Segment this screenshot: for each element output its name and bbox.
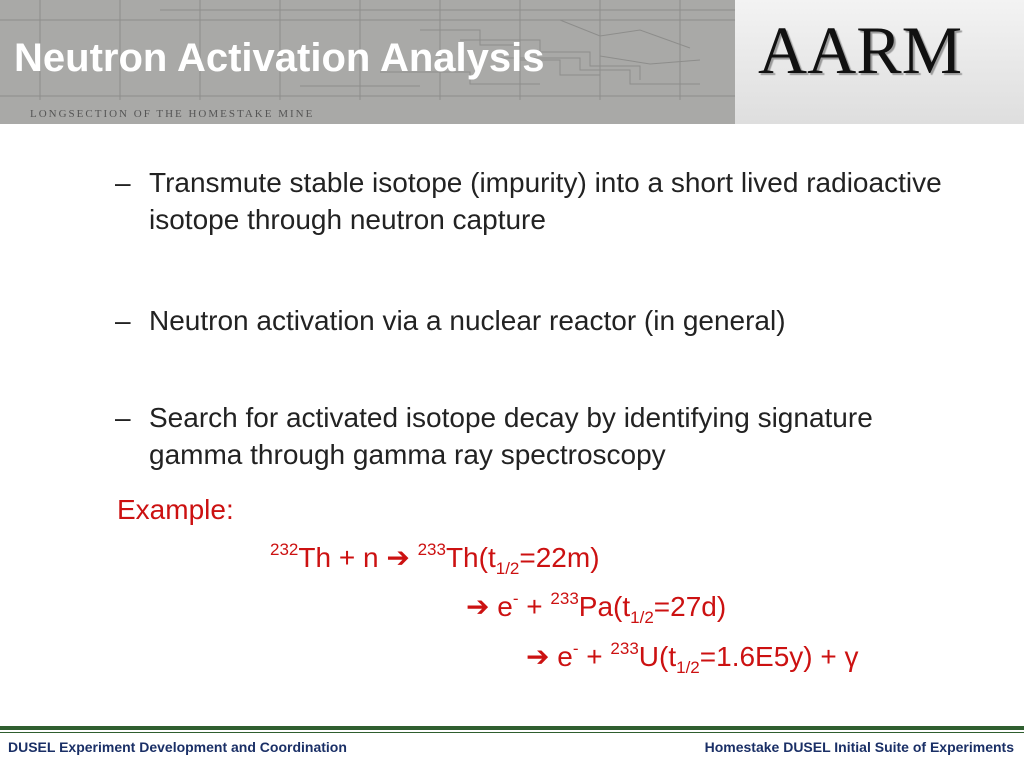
bullet-reactor [115, 302, 965, 339]
element-symbol: Th(t [445, 542, 496, 573]
footer-rule [0, 726, 1024, 730]
bullet-dash: – [115, 167, 131, 198]
slide-title: Neutron Activation Analysis [14, 36, 545, 80]
reaction-line-3 [526, 639, 859, 677]
mass-number: 233 [610, 639, 639, 658]
half-life-value: =1.6E5y) + γ [699, 641, 859, 672]
half-life-value: =22m) [519, 542, 600, 573]
half-life-subscript: 1/2 [676, 658, 700, 677]
mass-number: 233 [550, 589, 579, 608]
footer-rule-thin [0, 732, 1024, 733]
plus-sign: + [518, 591, 551, 622]
footer-right-text: Homestake DUSEL Initial Suite of Experiments [704, 739, 1014, 755]
bullet-dash: – [115, 402, 131, 433]
half-life-subscript: 1/2 [630, 608, 654, 627]
charge-superscript: - [572, 639, 579, 658]
bullet-text: Neutron activation via a nuclear reactor (in general) [149, 305, 786, 336]
arrow-icon: ➔ [386, 542, 410, 573]
mine-caption: LONGSECTION OF THE HOMESTAKE MINE [30, 108, 315, 120]
arrow-icon: ➔ [466, 591, 490, 622]
element-symbol: Th [298, 542, 332, 573]
charge-superscript: - [512, 589, 519, 608]
element-symbol: U(t [638, 641, 677, 672]
bullet-gamma-search [115, 399, 965, 473]
mass-number: 233 [417, 540, 446, 559]
bullet-text: Transmute stable isotope (impurity) into a short lived radioactive isotope through neutron capture [149, 167, 942, 235]
element-symbol: Pa(t [578, 591, 631, 622]
bullet-dash: – [115, 305, 131, 336]
reaction-line-2 [466, 589, 727, 627]
example-label: Example: [117, 494, 234, 525]
electron-term: e [549, 641, 573, 672]
aarm-logo: AARM [758, 12, 963, 88]
reaction-line-1 [270, 540, 600, 578]
mass-number: 232 [270, 540, 299, 559]
bullet-transmute [115, 164, 965, 238]
header-banner [0, 0, 1024, 124]
half-life-subscript: 1/2 [495, 559, 520, 578]
electron-term: e [489, 591, 513, 622]
half-life-value: =27d) [653, 591, 727, 622]
plus-sign: + [578, 641, 611, 672]
neutron-term: + n [331, 542, 387, 573]
footer-left-text: DUSEL Experiment Development and Coordination [8, 739, 347, 755]
arrow-icon: ➔ [526, 641, 550, 672]
bullet-text: Search for activated isotope decay by identifying signature gamma through gamma ray spectroscopy [149, 402, 873, 470]
